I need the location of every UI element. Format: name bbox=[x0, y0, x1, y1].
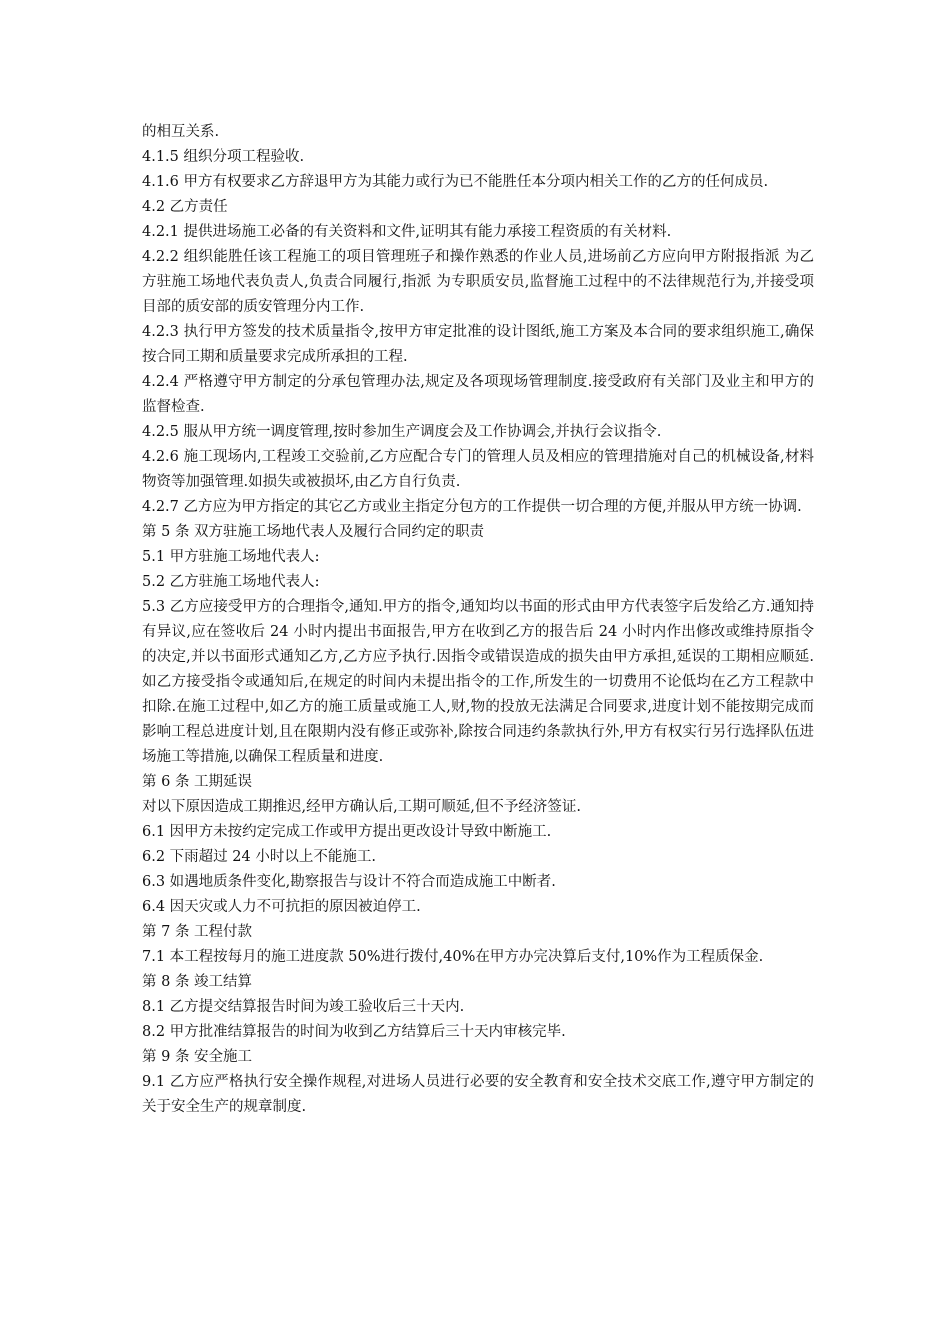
paragraph: 9.1 乙方应严格执行安全操作规程,对进场人员进行必要的安全教育和安全技术交底工作,遵守甲方制定的关于安全生产的规章制度. bbox=[142, 1074, 814, 1115]
paragraph: 对以下原因造成工期推迟,经甲方确认后,工期可顺延,但不予经济签证. bbox=[142, 799, 581, 815]
article-heading: 第 8 条 竣工结算 bbox=[142, 974, 253, 990]
paragraph: 6.4 因天灾或人力不可抗拒的原因被迫停工. bbox=[142, 899, 421, 915]
paragraph: 5.2 乙方驻施工场地代表人: bbox=[142, 574, 320, 590]
paragraph: 4.2.4 严格遵守甲方制定的分承包管理办法,规定及各项现场管理制度.接受政府有关部门及业主和甲方的监督检查. bbox=[142, 374, 814, 415]
paragraph: 4.2.6 施工现场内,工程竣工交验前,乙方应配合专门的管理人员及相应的管理措施对自己的机械设备,材料物资等加强管理.如损失或被损坏,由乙方自行负责. bbox=[142, 449, 814, 490]
article-heading: 第 7 条 工程付款 bbox=[142, 924, 253, 940]
section-heading: 4.2 乙方责任 bbox=[142, 199, 228, 215]
paragraph: 4.2.2 组织能胜任该工程施工的项目管理班子和操作熟悉的作业人员,进场前乙方应向甲方附报指派 为乙方驻施工场地代表负责人,负责合同履行,指派 为专职质安员,监督施工过程中的不法律规范行为,并接受项目部的质安部的质安管理分内工作. bbox=[142, 249, 814, 315]
paragraph: 6.2 下雨超过 24 小时以上不能施工. bbox=[142, 849, 376, 865]
paragraph: 4.1.6 甲方有权要求乙方辞退甲方为其能力或行为已不能胜任本分项内相关工作的乙方的任何成员. bbox=[142, 174, 769, 190]
paragraph: 8.1 乙方提交结算报告时间为竣工验收后三十天内. bbox=[142, 999, 465, 1015]
paragraph: 6.1 因甲方未按约定完成工作或甲方提出更改设计导致中断施工. bbox=[142, 824, 552, 840]
article-heading: 第 5 条 双方驻施工场地代表人及履行合同约定的职责 bbox=[142, 524, 485, 540]
paragraph: 5.3 乙方应接受甲方的合理指令,通知.甲方的指令,通知均以书面的形式由甲方代表签字后发给乙方.通知持有异议,应在签收后 24 小时内提出书面报告,甲方在收到乙方的报告后 24 小时内作出修改或维持原指令的决定,并以书面形式通知乙方,乙方应予执行.因指令或错误造成的损失由甲方承担,延误的工期相应顺延.如乙方接受指令或通知后,在规定的时间内未提出指令的工作,所发生的一切费用不论低均在乙方工程款中扣除.在施工过程中,如乙方的施工质量或施工人,财,物的投放无法满足合同要求,进度计划不能按期完成而影响工程总进度计划,且在限期内没有修正或弥补,除按合同违约条款执行外,甲方有权实行另行选择队伍进场施工等措施,以确保工程质量和进度. bbox=[142, 599, 814, 765]
paragraph: 的相互关系. bbox=[142, 124, 220, 140]
document-body bbox=[142, 120, 814, 1120]
paragraph: 5.1 甲方驻施工场地代表人: bbox=[142, 549, 320, 565]
paragraph: 4.2.1 提供进场施工必备的有关资料和文件,证明其有能力承接工程资质的有关材料. bbox=[142, 224, 672, 240]
paragraph: 6.3 如遇地质条件变化,勘察报告与设计不符合而造成施工中断者. bbox=[142, 874, 556, 890]
article-heading: 第 6 条 工期延误 bbox=[142, 774, 253, 790]
paragraph: 4.2.7 乙方应为甲方指定的其它乙方或业主指定分包方的工作提供一切合理的方便,并服从甲方统一协调. bbox=[142, 499, 802, 515]
paragraph: 4.2.5 服从甲方统一调度管理,按时参加生产调度会及工作协调会,并执行会议指令. bbox=[142, 424, 662, 440]
article-heading: 第 9 条 安全施工 bbox=[142, 1049, 253, 1065]
paragraph: 7.1 本工程按每月的施工进度款 50%进行拨付,40%在甲方办完决算后支付,10%作为工程质保金. bbox=[142, 949, 764, 965]
paragraph: 8.2 甲方批准结算报告的时间为收到乙方结算后三十天内审核完毕. bbox=[142, 1024, 566, 1040]
paragraph: 4.1.5 组织分项工程验收. bbox=[142, 149, 305, 165]
paragraph: 4.2.3 执行甲方签发的技术质量指令,按甲方审定批准的设计图纸,施工方案及本合同的要求组织施工,确保按合同工期和质量要求完成所承担的工程. bbox=[142, 324, 814, 365]
